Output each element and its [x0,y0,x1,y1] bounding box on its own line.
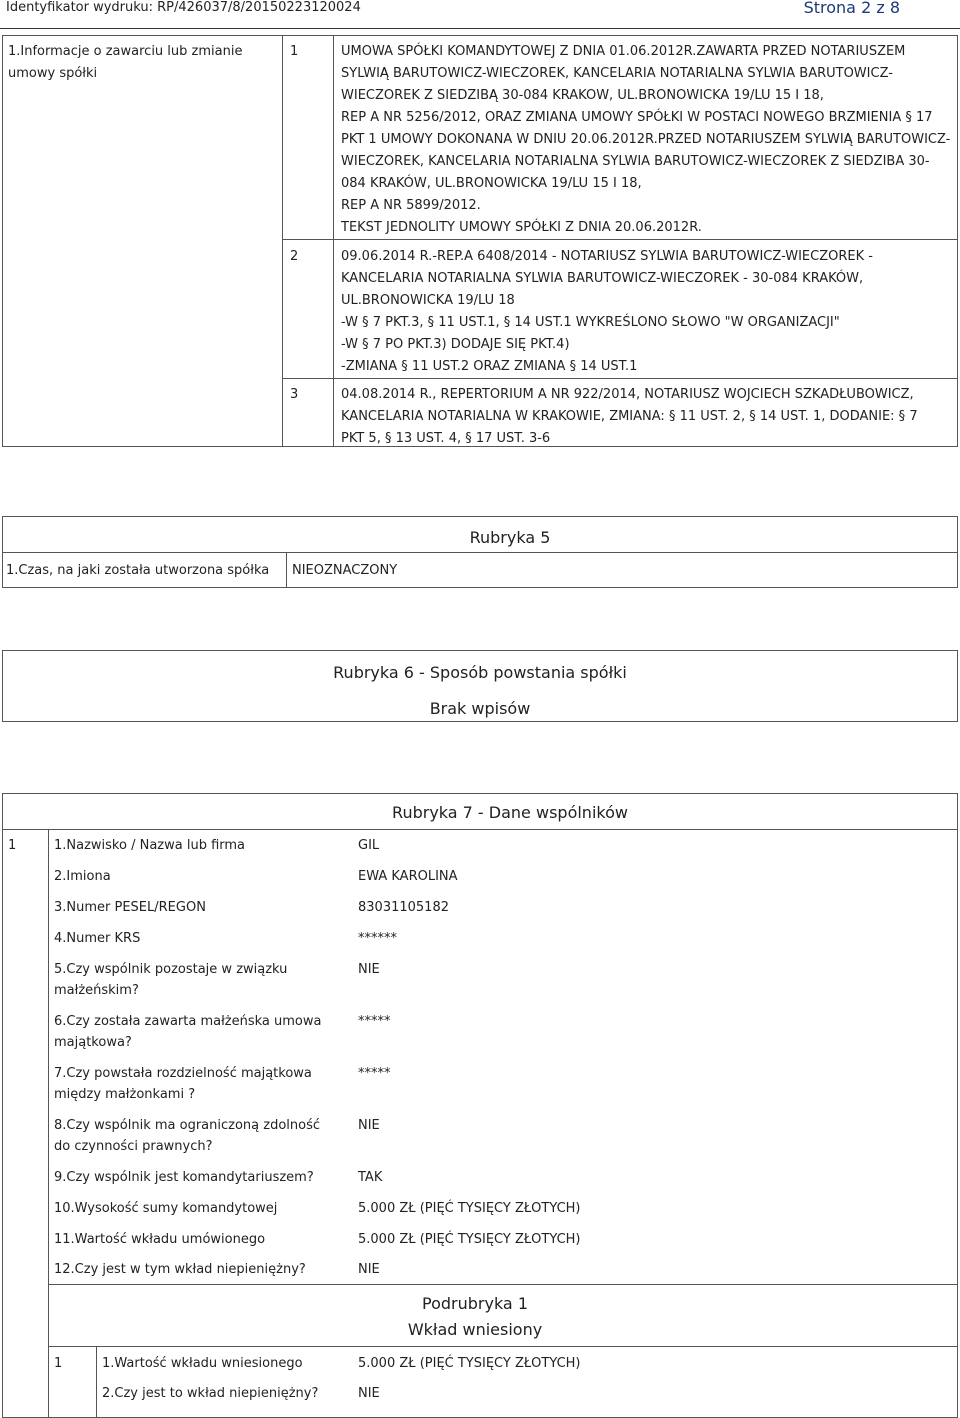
rubryka-7-title-divider [2,829,958,830]
field-label: 3.Numer PESEL/REGON [54,900,206,915]
field-label: 1.Nazwisko / Nazwa lub firma [54,838,246,853]
field-label: 7.Czy powstała rozdzielność majątkowa między małżonkami ? [54,1066,312,1102]
rubryka-5-title: Rubryka 5 [469,528,551,547]
field-value: ****** [358,931,397,946]
wklad-label: 2.Czy jest to wkład niepieniężny? [102,1386,319,1401]
field-label: 6.Czy została zawarta małżeńska umowa majątkowa? [54,1014,322,1050]
print-header [0,0,960,24]
field-label: 5.Czy wspólnik pozostaje w związku małżeńskim? [54,962,288,998]
entry-3-line: 04.08.2014 R., REPERTORIUM A NR 922/2014, NOTARIUSZ WOJCIECH SZKADŁUBOWICZ, [341,387,914,402]
field-label: 8.Czy wspólnik ma ograniczoną zdolność do czynności prawnych? [54,1118,321,1154]
podrubryka-title: Podrubryka 1 [422,1294,528,1313]
entry-2-line: -W § 7 PO PKT.3) DODAJE SIĘ PKT.4) [341,337,570,352]
header-divider [0,28,960,29]
wklad-value: 5.000 ZŁ (PIĘĆ TYSIĘCY ZŁOTYCH) [358,1356,581,1371]
entry-1-num: 1 [290,44,299,59]
entry-2-line: -W § 7 PKT.3, § 11 UST.1, § 14 UST.1 WYKREŚLONO SŁOWO "W ORGANIZACJI" [341,315,840,330]
entry-1-line: WIECZOREK Z SIEDZIBĄ 30-084 KRAKOW, UL.BRONOWICKA 19/LU 15 I 18, [341,88,824,103]
field-value: NIE [358,1118,380,1133]
podrubryka-title-divider [48,1346,958,1347]
field-label: 2.Imiona [54,869,111,884]
entry-1-line: 084 KRAKÓW, UL.BRONOWICKA 19/LU 15 I 18, [341,176,642,191]
section-1-label: 1.Informacje o zawarciu lub zmianie [8,44,243,59]
wspolnik-index: 1 [8,838,17,853]
entry-1-line: WIECZOREK, KANCELARIA NOTARIALNA SYLWIA BARUTOWICZ-WIECZOREK Z SIEDZIBA 30- [341,154,930,169]
print-identifier: Identyfikator wydruku: RP/426037/8/20150223120024 [6,0,361,15]
field-value: EWA KAROLINA [358,869,458,884]
field-value: ***** [358,1066,391,1081]
entry-1-line: SYLWIĄ BARUTOWICZ-WIECZOREK, KANCELARIA NOTARIALNA SYLWIA BARUTOWICZ- [341,66,893,81]
field-value: 5.000 ZŁ (PIĘĆ TYSIĘCY ZŁOTYCH) [358,1232,581,1247]
rubryka-5-divider [2,552,958,553]
entry-2-line: KANCELARIA NOTARIALNA SYLWIA BARUTOWICZ-WIECZOREK - 30-084 KRAKÓW, [341,271,864,286]
entry-1-line: UMOWA SPÓŁKI KOMANDYTOWEJ Z DNIA 01.06.2012R.ZAWARTA PRZED NOTARIUSZEM [341,44,906,59]
podrubryka-subtitle: Wkład wniesiony [407,1320,543,1339]
field-label: 4.Numer KRS [54,931,141,946]
field-value: 83031105182 [358,900,449,915]
entry-2-line: -ZMIANA § 11 UST.2 ORAZ ZMIANA § 14 UST.1 [341,359,638,374]
entry-2-line: UL.BRONOWICKA 19/LU 18 [341,293,515,308]
field-value: NIE [358,1262,380,1277]
rubryka-5-value: NIEOZNACZONY [292,563,398,578]
entry-3-line: PKT 5, § 13 UST. 4, § 17 UST. 3-6 [341,431,551,446]
wklad-index: 1 [54,1356,63,1371]
field-label: 9.Czy wspólnik jest komandytariuszem? [54,1170,314,1185]
rubryka-7-title: Rubryka 7 - Dane wspólników [392,803,628,822]
page-number: Strona 2 z 8 [803,0,900,17]
rubryka-5-label: 1.Czas, na jaki została utworzona spółka [6,563,270,578]
field-value: NIE [358,962,380,977]
section-1-divider [282,35,283,447]
rubryka-6-empty: Brak wpisów [429,699,531,718]
wklad-value: NIE [358,1386,380,1401]
rubryka-5-col-divider [286,552,287,588]
field-value: TAK [358,1170,383,1185]
field-value: 5.000 ZŁ (PIĘĆ TYSIĘCY ZŁOTYCH) [358,1201,581,1216]
podrubryka-index-divider [96,1346,97,1418]
entry-3-num: 3 [290,387,299,402]
entry-1-line: REP A NR 5899/2012. [341,198,481,213]
field-label: 11.Wartość wkładu umówionego [54,1232,266,1247]
entry-1-line: PKT 1 UMOWY DOKONANA W DNIU 20.06.2012R.PRZED NOTARIUSZEM SYLWIĄ BARUTOWICZ- [341,132,951,147]
entry-1-line: REP A NR 5256/2012, ORAZ ZMIANA UMOWY SPÓŁKI W POSTACI NOWEGO BRZMIENIA § 17 [341,110,933,125]
entry-2-line: 09.06.2014 R.-REP.A 6408/2014 - NOTARIUSZ SYLWIA BARUTOWICZ-WIECZOREK - [341,249,873,264]
field-value: GIL [358,838,380,853]
section-1-label-2: umowy spółki [8,66,98,81]
entry-divider [282,378,958,379]
entry-1-line: TEKST JEDNOLITY UMOWY SPÓŁKI Z DNIA 20.06.2012R. [341,220,702,235]
field-label: 10.Wysokość sumy komandytowej [54,1201,278,1216]
wklad-label: 1.Wartość wkładu wniesionego [102,1356,303,1371]
entry-divider [282,239,958,240]
section-1-num-divider [333,35,334,447]
field-label: 12.Czy jest w tym wkład niepieniężny? [54,1262,306,1277]
field-value: ***** [358,1014,391,1029]
rubryka-6-title: Rubryka 6 - Sposób powstania spółki [333,663,627,682]
entry-3-line: KANCELARIA NOTARIALNA W KRAKOWIE, ZMIANA: § 11 UST. 2, § 14 UST. 1, DODANIE: § 7 [341,409,918,424]
entry-2-num: 2 [290,249,299,264]
